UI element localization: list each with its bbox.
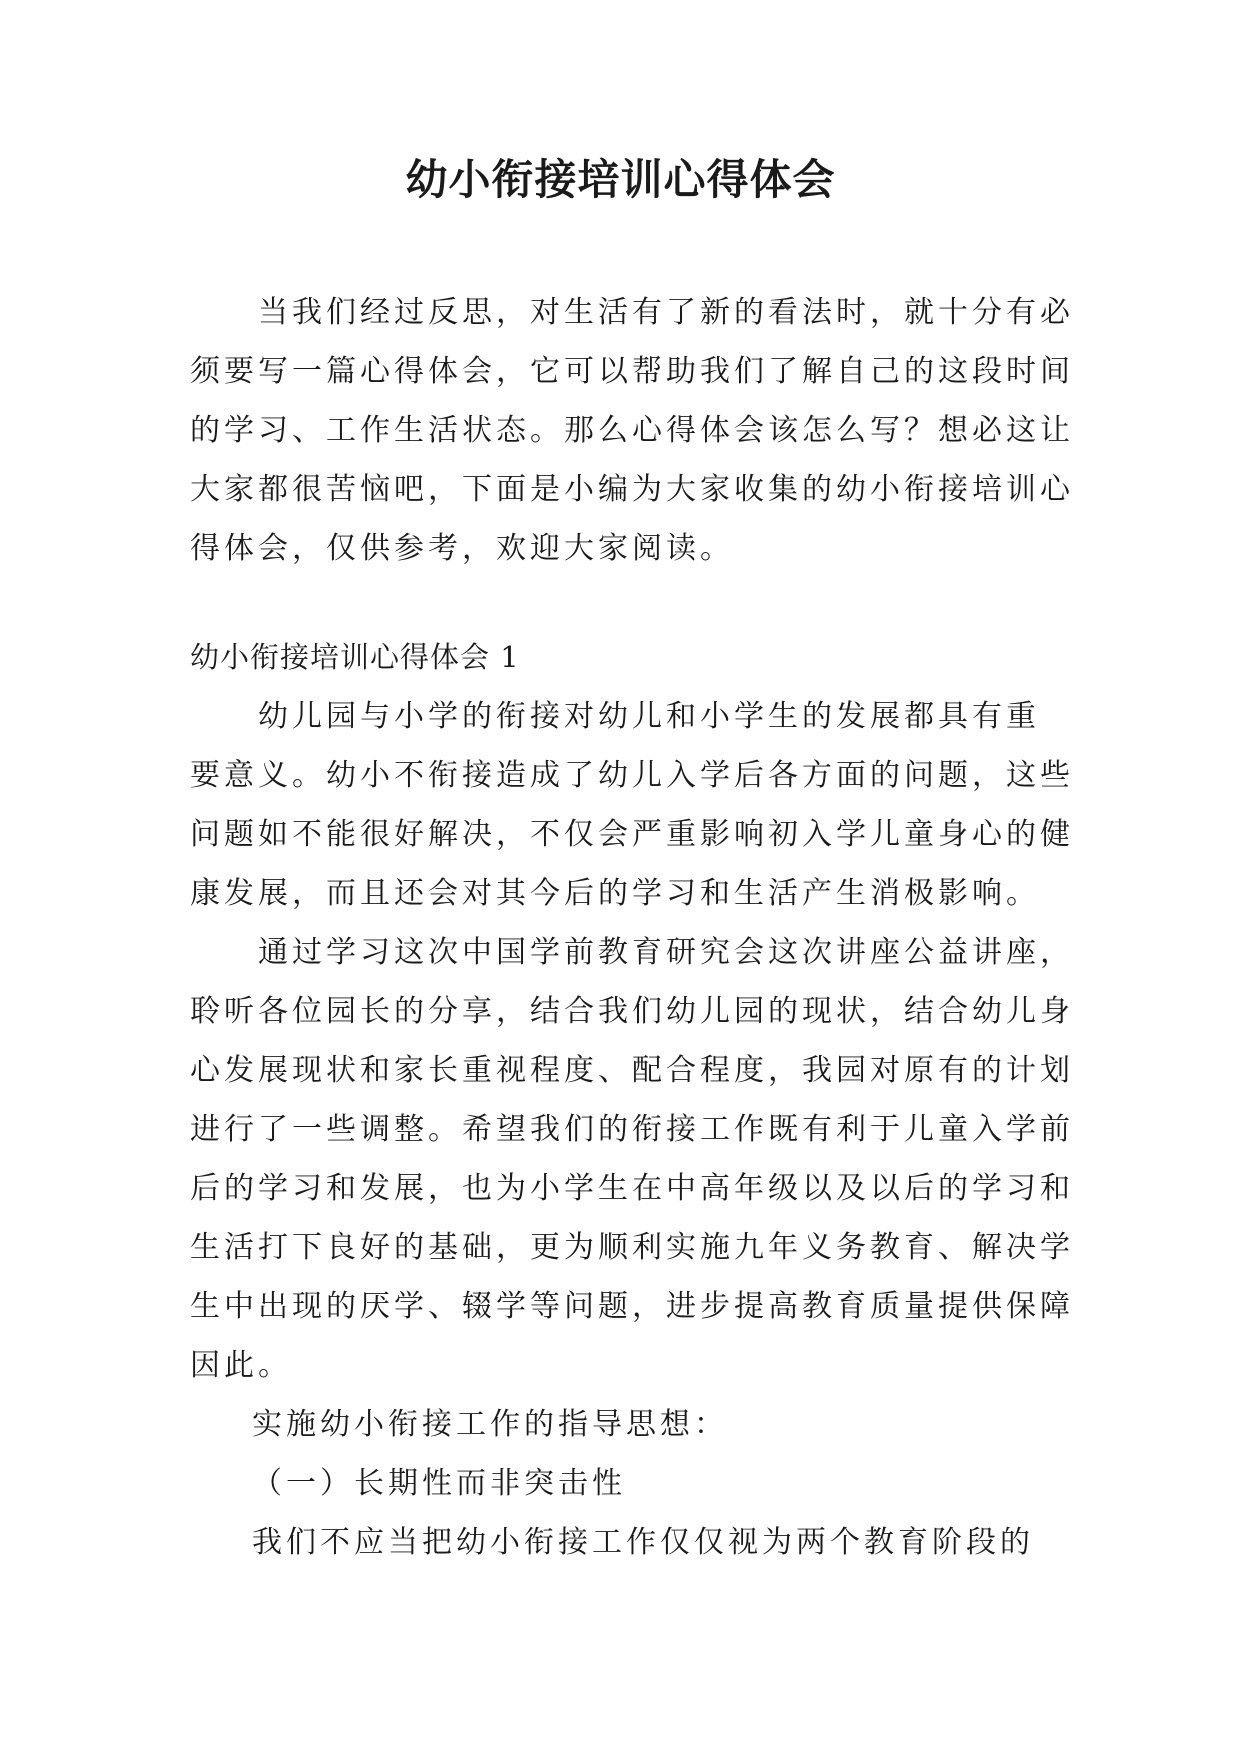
paragraph-line: 后的学习和发展，也为小学生在中高年级以及以后的学习和 — [190, 1171, 1074, 1206]
paragraph-line: 我们不应当把幼小衔接工作仅仅视为两个教育阶段的 — [252, 1525, 1034, 1560]
section-gap — [190, 578, 1060, 628]
intro-line: 当我们经过反思，对生活有了新的看法时，就十分有必 — [258, 295, 1074, 330]
sub-heading: （一）长期性而非突击性 — [252, 1466, 626, 1501]
document-body — [190, 283, 1074, 1572]
paragraph-line: 要意义。幼小不衔接造成了幼儿入学后各方面的问题，这些 — [190, 758, 1074, 793]
paragraph-line: 心发展现状和家长重视程度、配合程度，我园对原有的计划 — [190, 1053, 1074, 1088]
paragraph-line: 因此。 — [190, 1348, 292, 1383]
paragraph-line: 问题如不能很好解决，不仅会严重影响初入学儿童身心的健 — [190, 817, 1074, 852]
paragraph-line: 聆听各位园长的分享，结合我们幼儿园的现状，结合幼儿身 — [190, 994, 1074, 1029]
section-heading: 幼小衔接培训心得体会 1 — [190, 640, 520, 674]
intro-line: 须要写一篇心得体会，它可以帮助我们了解自己的这段时间 — [190, 354, 1074, 389]
paragraph-line: 生中出现的厌学、辍学等问题，进步提高教育质量提供保障 — [190, 1289, 1074, 1324]
paragraph-line: 进行了一些调整。希望我们的衔接工作既有利于儿童入学前 — [190, 1112, 1074, 1147]
intro-line: 大家都很苦恼吧，下面是小编为大家收集的幼小衔接培训心 — [190, 472, 1074, 507]
guiding-heading: 实施幼小衔接工作的指导思想： — [252, 1407, 728, 1442]
paragraph-line: 幼儿园与小学的衔接对幼儿和小学生的发展都具有重 — [258, 699, 1040, 734]
paragraph-line: 康发展，而且还会对其今后的学习和生活产生消极影响。 — [190, 876, 1040, 911]
paragraph-line: 生活打下良好的基础，更为顺利实施九年义务教育、解决学 — [190, 1230, 1074, 1265]
paragraph-line: 通过学习这次中国学前教育研究会这次讲座公益讲座， — [258, 935, 1074, 970]
intro-line: 的学习、工作生活状态。那么心得体会该怎么写？想必这让 — [190, 413, 1074, 448]
intro-line: 得体会，仅供参考，欢迎大家阅读。 — [190, 531, 734, 566]
document-title: 幼小衔接培训心得体会 — [405, 155, 836, 204]
